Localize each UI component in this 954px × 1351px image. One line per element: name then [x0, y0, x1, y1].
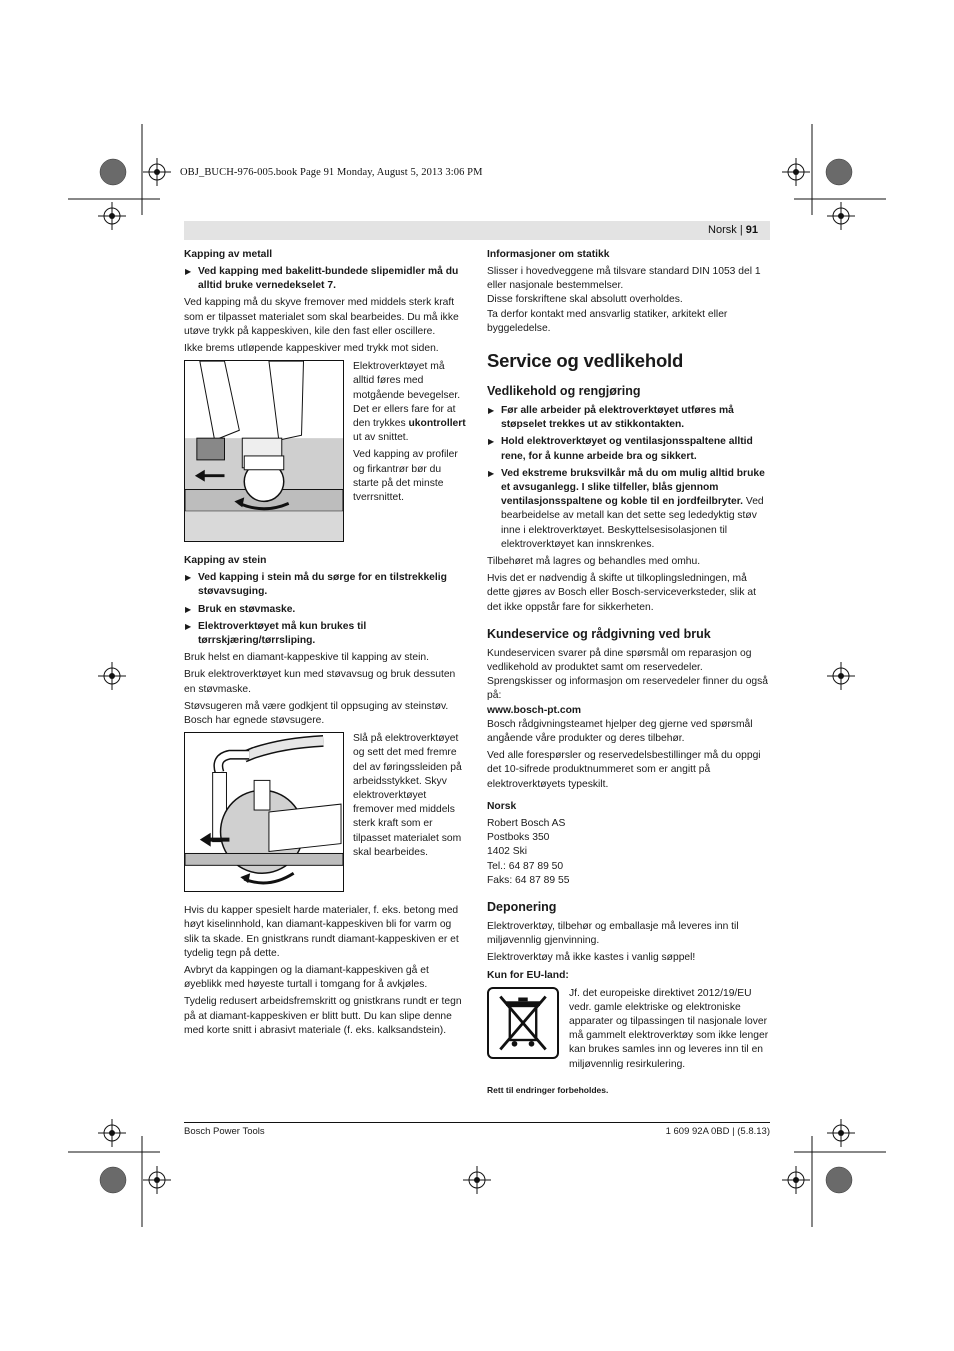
- maintenance-bullet-1: ▶ Før alle arbeider på elektroverktøyet utføres må støpselet trekkes ut av stikkontakten.: [487, 404, 770, 432]
- maintenance-bullet-3: [487, 467, 770, 552]
- stone-paragraph-3: Støvsugeren må være godkjent til oppsuging av steinstøv. Bosch har egnede støvsugere.: [184, 700, 449, 727]
- phone-line: Tel.: 64 87 89 50: [487, 860, 564, 872]
- changes-reserved-note: Rett til endringer forbeholdes.: [487, 1084, 609, 1095]
- fax-line: Faks: 64 87 89 55: [487, 874, 570, 886]
- maintenance-bullet-3-bold: Ved ekstreme bruksvilkår må du om mulig alltid bruke et avsuganlegg. I slike tilfeller, blås gjennom ventilasjonsspaltene og koble til en jordfeilbryter.: [501, 467, 765, 508]
- customer-paragraph-3: Ved alle forespørsler og reservedelsbestillinger må du oppgi det 10-sifrede produktnummeret som er angitt på elektroverktøyets typeskilt.: [487, 750, 761, 790]
- figure-1-caption: [353, 360, 467, 542]
- crossed-bin-icon: [487, 987, 559, 1059]
- eu-directive-text: Jf. det europeiske direktivet 2012/19/EU vedr. gamle elektriske og elektroniske apparater og tilpassingen til nasjonale lover må gammelt elektroverktøy som ikke lenger kan brukes samles inn og leveres inn til en miljøvennlig resirkulering.: [569, 987, 769, 1070]
- page-header-bar: [184, 221, 770, 240]
- stone-paragraph-1: Bruk helst en diamant-kappeskive til kapping av stein.: [184, 652, 429, 664]
- address-line-3: 1402 Ski: [487, 846, 528, 858]
- stone-bullet-3: ▶ Elektroverktøyet må kun brukes til tørrskjæring/tørrsliping.: [184, 620, 467, 648]
- left-column: [184, 248, 467, 1041]
- metal-paragraph-2: Ikke brems utløpende kappeskiver med trykk mot siden.: [184, 343, 439, 355]
- statics-paragraph-2: Disse forskriftene skal absolutt overholdes.: [487, 294, 683, 306]
- print-slug-header: OBJ_BUCH-976-005.book Page 91 Monday, August 5, 2013 3:06 PM: [180, 167, 483, 178]
- figure-1-text-a-bold: ukontrollert: [408, 418, 466, 430]
- service-section-title: Service og vedlikehold: [487, 350, 684, 372]
- maintenance-paragraph-2: Hvis det er nødvendig å skifte ut tilkoplingsledningen, må dette gjøres av Bosch eller Bosch-serviceverksteder, slik at det ikke oppstår fare for sikkerheten.: [487, 573, 756, 613]
- hard-material-paragraph-1: Hvis du kapper spesielt harde materialer, f. eks. betong med høyt kiselinnhold, kan diamant-kappeskiven bli for varm og slik ta skade. En gnistkrans rundt diamant-kappeskiven er et tydelig tegn på dette.: [184, 905, 459, 959]
- weee-row: [487, 987, 770, 1075]
- disposal-paragraph-1: Elektroverktøy, tilbehør og emballasje må leveres inn til miljøvennlig gjenvinning.: [487, 920, 739, 947]
- maintenance-bullet-3-note: Ved bearbeidelse av metall kan det sette seg lededyktig støv inne i elektroverktøyet. Beskyttelsesisolasjonen til elektroverktøyet kan innskrenkes.: [501, 496, 764, 550]
- footer-rule: [184, 1122, 770, 1123]
- customer-service-heading: Kundeservice og rådgivning ved bruk: [487, 626, 711, 641]
- metal-cutting-heading: Kapping av metall: [184, 249, 273, 260]
- hard-material-paragraph-3: Tydelig redusert arbeidsfremskritt og gnistkrans rundt er tegn på at diamant-kappeskiven er blitt butt. Du kan slipe denne med korte snitt i abrasivt materiale (f. eks. kalksandstein).: [184, 996, 462, 1036]
- customer-url[interactable]: www.bosch-pt.com: [487, 704, 582, 716]
- language-label: Norsk: [708, 224, 737, 236]
- metal-bullet-1: ▶ Ved kapping med bakelitt-bundede slipemidler må du alltid bruke vernedekselet 7.: [184, 265, 467, 293]
- disposal-heading: Deponering: [487, 899, 557, 914]
- figure-1-text-a: [353, 360, 467, 445]
- address-line-2: Postboks 350: [487, 832, 550, 844]
- figure-2-caption: Slå på elektroverktøyet og sett det med fremre del av føringssleiden på arbeidsstykket. Skyv elektroverktøyet fremover med middels sterk kraft som er tilpasset materialet som skal bearbeides.: [353, 733, 462, 858]
- figure-1-text-b: Ved kapping av profiler og firkantrør bør du starte på det minste tverrsnittet.: [353, 449, 458, 504]
- metal-cutting-illustration: [184, 360, 344, 542]
- figure-1-text-a-start: Elektroverktøyet må alltid føres med motgående bevegelser. Det er ellers fare for at den trykkes: [353, 361, 461, 430]
- customer-paragraph-1: Kundeservicen svarer på dine spørsmål om reparasjon og vedlikehold av produktet samt om reservedeler. Sprengskisser og informasjon om reservedeler finner du også på:: [487, 647, 769, 702]
- address-block: [487, 817, 770, 888]
- metal-paragraph-1: Ved kapping må du skyve fremover med middels sterk kraft som er tilpasset materialet som skal bearbeides. Du må ikke utøve trykk på kappeskiven, kile den fast eller oscillere.: [184, 297, 459, 337]
- right-column: [487, 248, 770, 1100]
- footer-doc-number: 1 609 92A 0BD | (5.8.13): [665, 1126, 770, 1137]
- statics-paragraph-3: Ta derfor kontakt med ansvarlig statiker, arkitekt eller byggeledelse.: [487, 308, 728, 334]
- customer-paragraph-2: Bosch rådgivningsteamet hjelper deg gjerne ved spørsmål angående våre produkter og deres tilbehør.: [487, 718, 753, 745]
- country-heading: Norsk: [487, 800, 517, 812]
- maintenance-paragraph-1: Tilbehøret må lagres og behandles med omhu.: [487, 556, 701, 568]
- stone-paragraph-2: Bruk elektroverktøyet kun med støvavsug og bruk dessuten en støvmaske.: [184, 669, 456, 695]
- figure-1-text-a-end: ut av snittet.: [353, 432, 409, 444]
- address-line-1: Robert Bosch AS: [487, 817, 566, 829]
- maintenance-heading: Vedlikehold og rengjøring: [487, 384, 641, 399]
- stone-cutting-heading: Kapping av stein: [184, 555, 267, 567]
- figure-2-row: [184, 732, 467, 892]
- maintenance-bullet-2: ▶ Hold elektroverktøyet og ventilasjonsspaltene alltid rene, for å kunne arbeide bra og sikkert.: [487, 435, 770, 463]
- statics-heading: Informasjoner om statikk: [487, 249, 610, 260]
- hard-material-paragraph-2: Avbryt da kappingen og la diamant-kappeskiven gå et øyeblikk med høyeste turtall i tomgang for å avkjøles.: [184, 965, 429, 991]
- page-header-label: Norsk | 91: [708, 224, 758, 236]
- eu-heading: Kun for EU-land:: [487, 969, 569, 981]
- footer-brand: Bosch Power Tools: [184, 1126, 265, 1137]
- page-number: 91: [745, 224, 758, 236]
- stone-cutting-illustration: [184, 732, 344, 892]
- stone-bullet-2: ▶ Bruk en støvmaske.: [184, 603, 467, 617]
- figure-1-row: [184, 360, 467, 542]
- stone-bullet-1: ▶ Ved kapping i stein må du sørge for en tilstrekkelig støvavsuging.: [184, 571, 467, 599]
- disposal-paragraph-2: Elektroverktøy må ikke kastes i vanlig søppel!: [487, 952, 696, 964]
- statics-paragraph-1: Slisser i hovedveggene må tilsvare standard DIN 1053 del 1 eller nasjonale bestemmelser.: [487, 266, 761, 292]
